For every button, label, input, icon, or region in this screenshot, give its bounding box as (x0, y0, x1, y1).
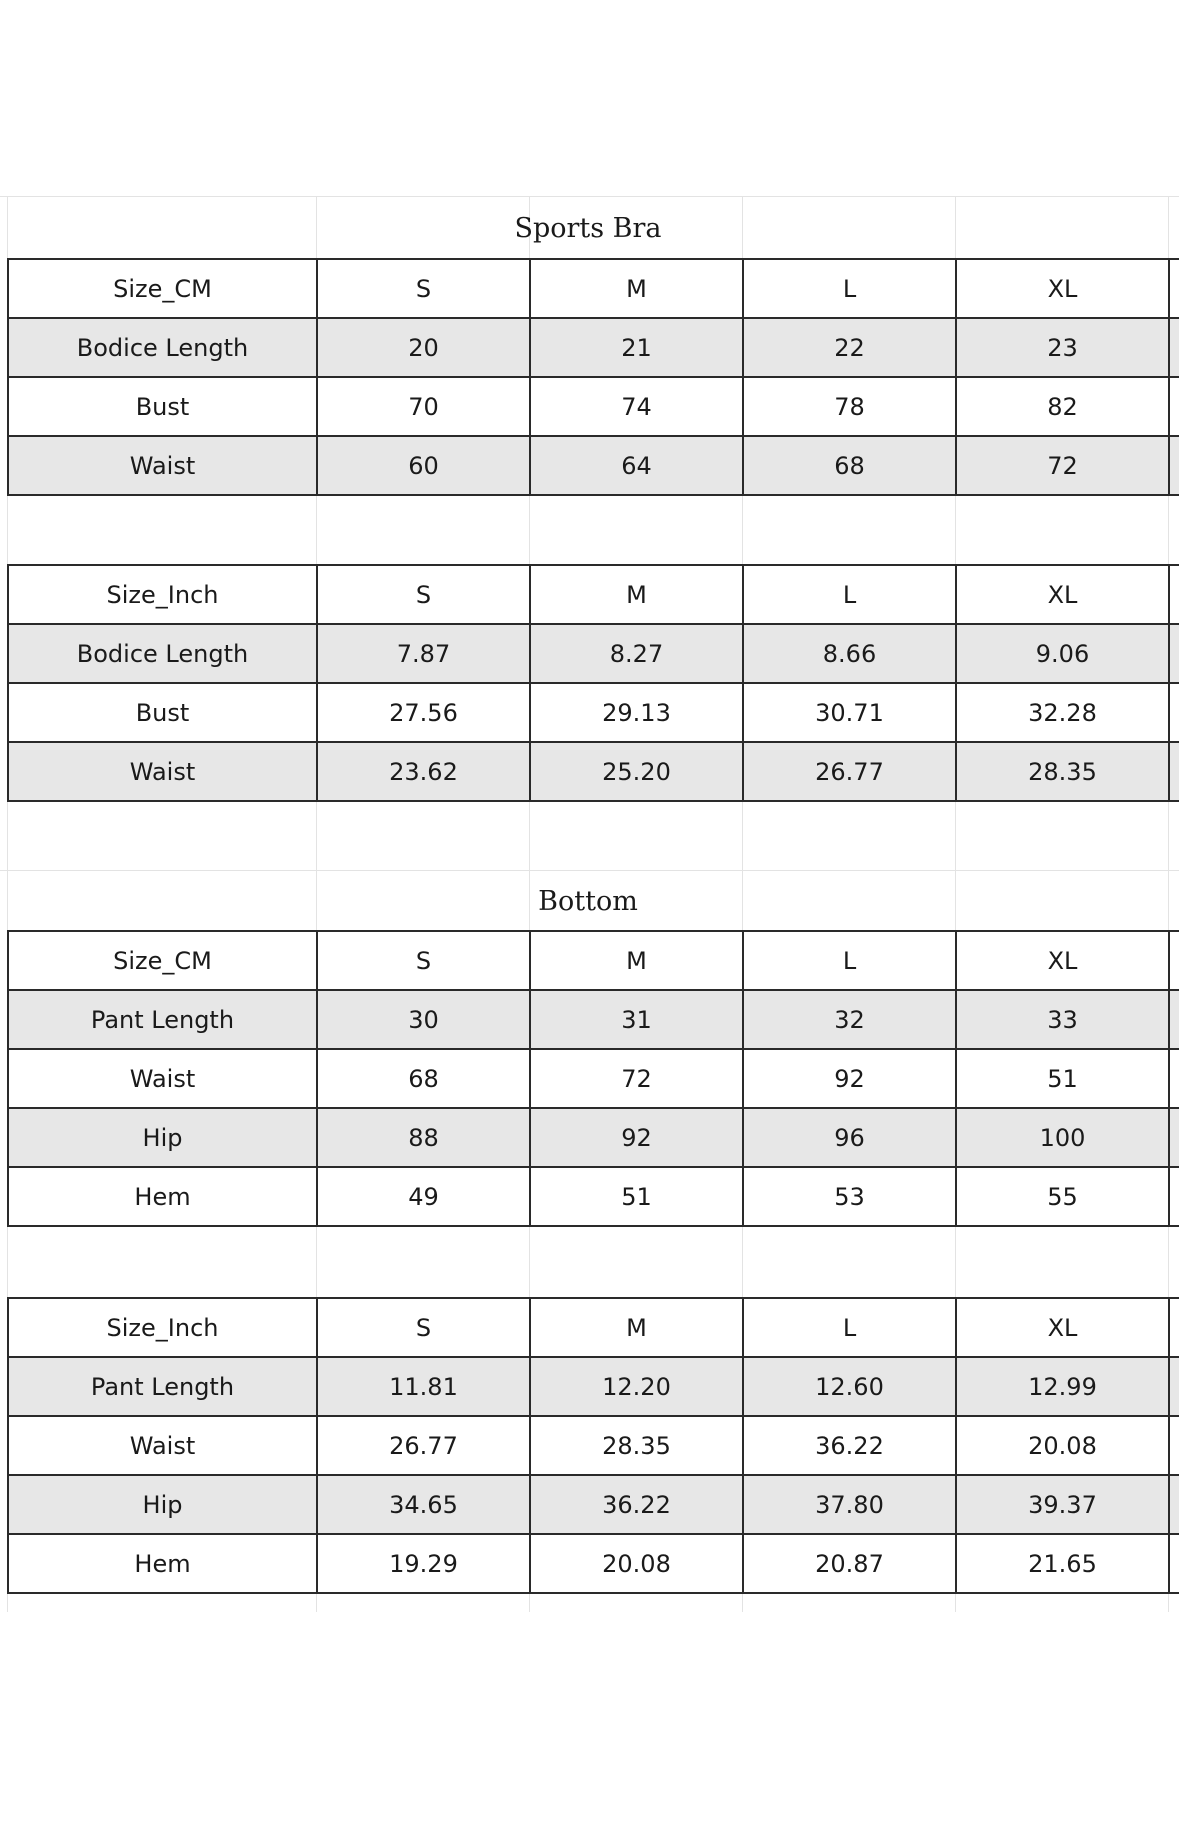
table-row (8, 683, 1179, 742)
table-cell: 21.65 (956, 1534, 1169, 1593)
table-cell: 28.35 (530, 1416, 743, 1475)
header-cell: M (530, 1298, 743, 1357)
table-row (8, 624, 1179, 683)
table-cell: 72 (956, 436, 1169, 495)
table-cell: 78 (743, 377, 956, 436)
table-header-row (8, 565, 1179, 624)
row-label: Hip (8, 1475, 317, 1534)
header-cell (1169, 259, 1179, 318)
header-cell: M (530, 565, 743, 624)
table-cell: 26.77 (317, 1416, 530, 1475)
size-table-bottom-cm (7, 930, 1179, 1227)
table-cell: 100 (956, 1108, 1169, 1167)
table-cell (1169, 624, 1179, 683)
table-cell: 70 (317, 377, 530, 436)
table-cell: 36.22 (530, 1475, 743, 1534)
table-cell: 27.56 (317, 683, 530, 742)
table-cell: 33 (956, 990, 1169, 1049)
header-cell: Size_Inch (8, 1298, 317, 1357)
row-label: Bodice Length (8, 624, 317, 683)
table-cell: 23.62 (317, 742, 530, 801)
table-cell (1169, 436, 1179, 495)
table-header-row (8, 259, 1179, 318)
header-cell: XL (956, 931, 1169, 990)
table-cell: 88 (317, 1108, 530, 1167)
table-cell (1169, 742, 1179, 801)
header-cell: L (743, 565, 956, 624)
table-row (8, 1167, 1179, 1226)
table-cell (1169, 1049, 1179, 1108)
table-cell: 30.71 (743, 683, 956, 742)
header-cell: XL (956, 565, 1169, 624)
section-title-sports-bra: Sports Bra (514, 213, 662, 244)
header-cell: S (317, 565, 530, 624)
table-cell: 7.87 (317, 624, 530, 683)
table-cell: 31 (530, 990, 743, 1049)
table-cell: 21 (530, 318, 743, 377)
table-cell: 9.06 (956, 624, 1169, 683)
table-cell: 32.28 (956, 683, 1169, 742)
row-label: Hem (8, 1534, 317, 1593)
row-label: Waist (8, 742, 317, 801)
table-cell: 32 (743, 990, 956, 1049)
table-cell (1169, 990, 1179, 1049)
size-table-sports-bra-inch (7, 564, 1179, 802)
row-label: Bodice Length (8, 318, 317, 377)
table-row (8, 1475, 1179, 1534)
table-cell: 20 (317, 318, 530, 377)
table-cell: 12.99 (956, 1357, 1169, 1416)
table-cell: 12.20 (530, 1357, 743, 1416)
table-cell: 19.29 (317, 1534, 530, 1593)
row-label: Hip (8, 1108, 317, 1167)
header-cell: L (743, 259, 956, 318)
header-cell: Size_CM (8, 259, 317, 318)
header-cell: Size_CM (8, 931, 317, 990)
table-cell (1169, 1108, 1179, 1167)
row-label: Pant Length (8, 1357, 317, 1416)
table-cell: 37.80 (743, 1475, 956, 1534)
row-label: Pant Length (8, 990, 317, 1049)
header-cell: Size_Inch (8, 565, 317, 624)
table-row (8, 742, 1179, 801)
section-title-bottom: Bottom (538, 886, 638, 917)
row-label: Bust (8, 377, 317, 436)
table-cell: 92 (743, 1049, 956, 1108)
table-row (8, 1357, 1179, 1416)
table-cell: 23 (956, 318, 1169, 377)
table-header-row (8, 1298, 1179, 1357)
table-cell: 39.37 (956, 1475, 1169, 1534)
header-cell: XL (956, 259, 1169, 318)
table-cell: 49 (317, 1167, 530, 1226)
table-cell: 34.65 (317, 1475, 530, 1534)
table-cell (1169, 318, 1179, 377)
table-cell: 51 (530, 1167, 743, 1226)
table-row (8, 990, 1179, 1049)
table-row (8, 1108, 1179, 1167)
table-cell: 20.87 (743, 1534, 956, 1593)
table-cell: 29.13 (530, 683, 743, 742)
row-label: Waist (8, 1416, 317, 1475)
table-cell: 25.20 (530, 742, 743, 801)
header-cell: L (743, 1298, 956, 1357)
table-cell: 8.66 (743, 624, 956, 683)
header-cell: M (530, 931, 743, 990)
header-cell (1169, 1298, 1179, 1357)
size-table-sports-bra-cm (7, 258, 1179, 496)
header-cell (1169, 565, 1179, 624)
header-cell: S (317, 259, 530, 318)
table-row (8, 436, 1179, 495)
table-header-row (8, 931, 1179, 990)
table-cell: 55 (956, 1167, 1169, 1226)
table-cell (1169, 377, 1179, 436)
table-cell: 26.77 (743, 742, 956, 801)
row-label: Waist (8, 1049, 317, 1108)
size-table-bottom-inch (7, 1297, 1179, 1594)
header-cell: S (317, 1298, 530, 1357)
table-row (8, 1534, 1179, 1593)
header-cell: L (743, 931, 956, 990)
table-cell: 28.35 (956, 742, 1169, 801)
header-cell (1169, 931, 1179, 990)
table-cell: 20.08 (530, 1534, 743, 1593)
table-row (8, 318, 1179, 377)
table-cell: 8.27 (530, 624, 743, 683)
table-row (8, 1416, 1179, 1475)
table-cell (1169, 1416, 1179, 1475)
table-cell (1169, 1167, 1179, 1226)
table-cell (1169, 683, 1179, 742)
table-cell: 60 (317, 436, 530, 495)
header-cell: M (530, 259, 743, 318)
table-cell: 74 (530, 377, 743, 436)
table-row (8, 377, 1179, 436)
table-cell: 68 (317, 1049, 530, 1108)
table-cell (1169, 1534, 1179, 1593)
table-cell: 11.81 (317, 1357, 530, 1416)
table-cell (1169, 1357, 1179, 1416)
table-cell: 72 (530, 1049, 743, 1108)
table-cell: 36.22 (743, 1416, 956, 1475)
header-cell: XL (956, 1298, 1169, 1357)
table-cell: 53 (743, 1167, 956, 1226)
row-label: Waist (8, 436, 317, 495)
table-cell: 68 (743, 436, 956, 495)
table-cell: 30 (317, 990, 530, 1049)
gridline (0, 196, 1179, 197)
table-cell (1169, 1475, 1179, 1534)
header-cell: S (317, 931, 530, 990)
table-cell: 22 (743, 318, 956, 377)
table-row (8, 1049, 1179, 1108)
table-cell: 96 (743, 1108, 956, 1167)
table-cell: 82 (956, 377, 1169, 436)
table-cell: 51 (956, 1049, 1169, 1108)
table-cell: 64 (530, 436, 743, 495)
row-label: Hem (8, 1167, 317, 1226)
table-cell: 20.08 (956, 1416, 1169, 1475)
table-cell: 92 (530, 1108, 743, 1167)
row-label: Bust (8, 683, 317, 742)
table-cell: 12.60 (743, 1357, 956, 1416)
